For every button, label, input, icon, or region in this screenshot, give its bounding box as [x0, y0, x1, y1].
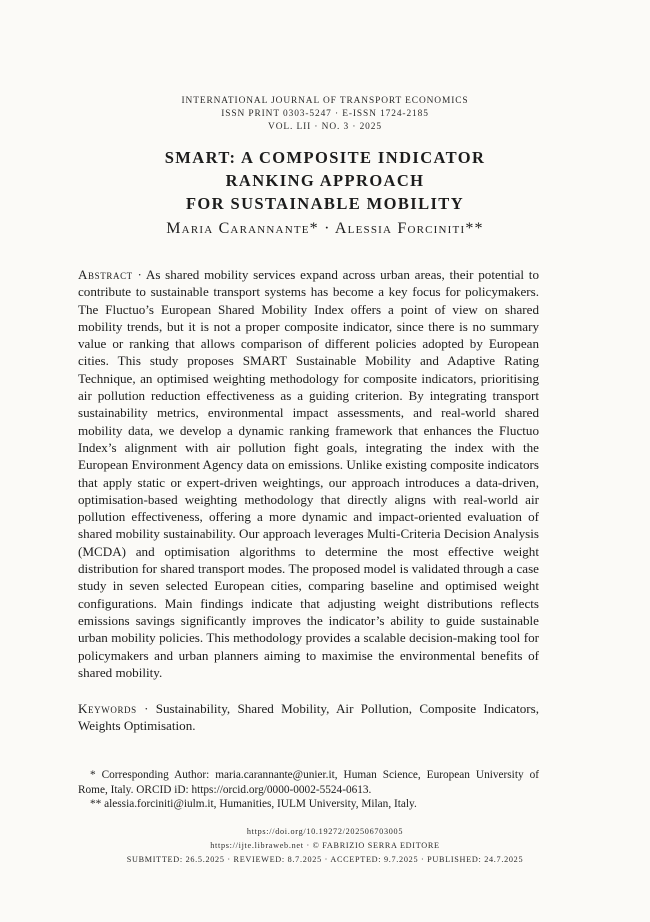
- page-footer: [0, 825, 650, 866]
- footnote-corresponding-author: * Corresponding Author: maria.carannante@unier.it, Human Science, European University of Rome, Italy. ORCID iD: https://orcid.org/0000-0002-5524-0613.: [78, 769, 539, 796]
- keywords-label: Keywords: [78, 701, 137, 716]
- footnote-second-author: ** alessia.forciniti@iulm.it, Humanities, IULM University, Milan, Italy.: [90, 798, 417, 811]
- submission-dates: SUBMITTED: 26.5.2025 · REVIEWED: 8.7.2025 · ACCEPTED: 9.7.2025 · PUBLISHED: 24.7.2025: [126, 854, 524, 864]
- keywords: [78, 700, 539, 735]
- title-line-3: FOR SUSTAINABLE MOBILITY: [185, 194, 465, 213]
- journal-name: INTERNATIONAL JOURNAL OF TRANSPORT ECONOMICS: [181, 96, 469, 106]
- abstract: [78, 266, 539, 681]
- journal-volume: VOL. LII · NO. 3 · 2025: [268, 122, 382, 132]
- title-line-1: SMART: A COMPOSITE INDICATOR: [164, 148, 486, 167]
- article-title: [0, 146, 650, 215]
- abstract-text: · As shared mobility services expand across urban areas, their potential to contribute to sustainable transport systems has become a key focus for policymakers. The Fluctuo’s European Shared Mobility Index offers a point of view on shared mobility trends, but it is not a proper composite indicator, since there is no summary value or ranking that allows comparison of different policies adopted by European cities. This study proposes SMART Sustainable Mobility and Adaptive Rating Technique, an optimised weighting methodology for composite indicators, prioritising air pollution reduction effectiveness as a guiding criterion. By integrating transport sustainability metrics, environmental impact assessments, and real-world shared mobility data, we develop a dynamic ranking framework that enhances the Fluctuo Index’s alignment with air pollution fight goals, integrating the index with the European Environment Agency data on emissions. Unlike existing composite indicators that apply static or expert-driven weightings, our approach introduces a data-driven, optimisation-based weighting methodology that directly aligns with real-world air pollution effectiveness, offering a more dynamic and impact-oriented evaluation of shared mobility sustainability. Our approach leverages Multi-Criteria Decision Analysis (MCDA) and optimisation algorithms to determine the most effective weight distribution for shared transport modes. The proposed model is validated through a case study in seven selected European cities, comparing baseline and optimised weight configurations. Main findings indicate that adjusting weight distributions reflects emissions savings significantly improves the indicator’s ability to guide sustainable urban mobility policies. This methodology provides a scalable decision-making tool for policymakers and urban planners aiming to maximise the environmental benefits of shared mobility.: [78, 267, 539, 680]
- doi-link[interactable]: https://doi.org/10.19272/202506703005: [246, 827, 404, 836]
- keywords-text: · Sustainability, Shared Mobility, Air Pollution, Composite Indicators, Weights Optimisation.: [78, 701, 539, 734]
- footnotes: [78, 768, 539, 812]
- publisher-line: [0, 839, 650, 853]
- abstract-label: Abstract: [78, 267, 133, 282]
- journal-header: [0, 95, 650, 134]
- publisher-name: · © FABRIZIO SERRA EDITORE: [303, 840, 440, 850]
- title-line-2: RANKING APPROACH: [225, 171, 425, 190]
- journal-site-link[interactable]: https://ijte.libraweb.net: [210, 840, 304, 850]
- author-list: Maria Carannante* · Alessia Forciniti**: [166, 220, 484, 237]
- journal-issn: ISSN PRINT 0303-5247 · E-ISSN 1724-2185: [221, 109, 429, 119]
